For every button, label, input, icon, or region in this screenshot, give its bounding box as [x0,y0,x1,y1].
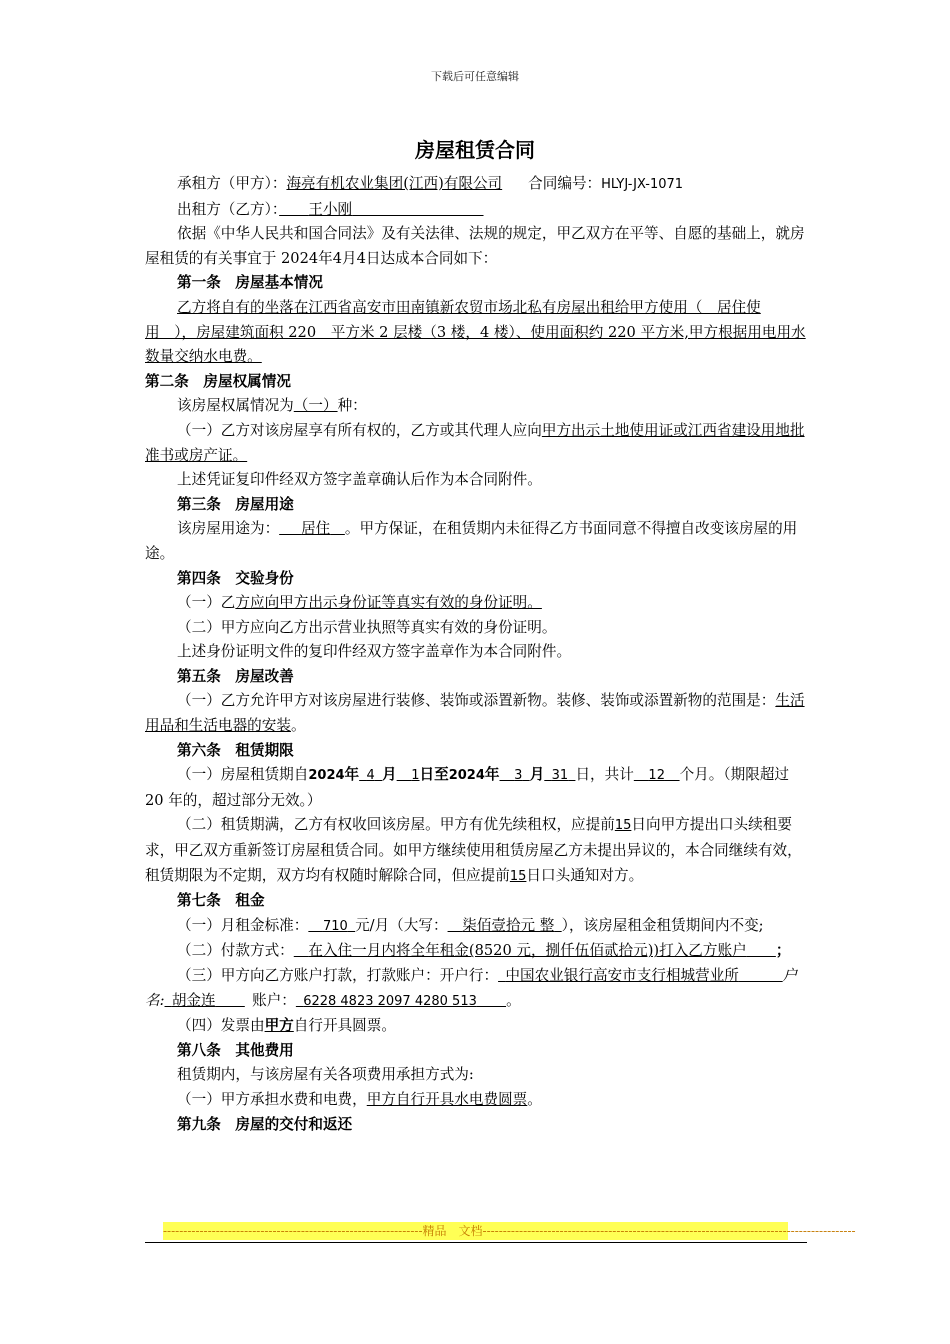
start-day: 1 [411,768,420,784]
article-7-account: （三）甲方向乙方账户打款，打款账户：开户行： 中国农业银行高安市支行相城营业所 户名: 胡金连 账户： 6228 4823 2097 4280 513 。 [145,967,798,1009]
contract-no: HLYJ-JX-1071 [601,177,684,192]
account-holder: 胡金连 [171,991,216,1009]
article-3-text: 该房屋用途为： 居住 。甲方保证，在租赁期内未征得乙方书面同意不得擅自改变该房屋的用途。 [145,520,798,562]
lessee-name: 海亮有机农业集团(江西)有限公司 [286,175,503,192]
article-7-payment: （二）付款方式： 在入住一月内将全年租金(8520 元，捌仟伍佰贰拾元))打入乙方账户 ； [177,942,791,960]
lessor-line [145,198,807,223]
article-5-text: （一）乙方允许甲方对该房屋进行装修、装饰或添置新物。装修、装饰或添置新物的范围是：生活用品和生活电器的安装。 [145,692,805,735]
footer-rule [145,1242,807,1243]
article-7-invoice: （四）发票由甲方自行开具圆票。 [177,1017,396,1035]
lessee-line [145,172,807,198]
article-6-renewal: （二）租赁期满，乙方有权收回该房屋。甲方有优先续租权，应提前15日向甲方提出口头续租要求，甲乙双方重新签订房屋租赁合同。如甲方继续使用租赁房屋乙方未提出异议的，本合同继续有效，租赁期限为不定期，双方均有权随时解除合同，但应提前15日口头通知对方。 [145,816,802,884]
end-year: 2024 [448,768,485,784]
article-8-item-1: （一）甲方承担水费和电费，甲方自行开具水电费圆票。 [177,1090,542,1108]
article-2-note: 上述凭证复印件经双方签字盖章确认后作为本合同附件。 [177,471,542,489]
agreement-date: 2024年4月4日 [281,249,381,267]
invoice-party: 甲方 [264,1017,294,1035]
article-6-heading: 第六条 租赁期限 [177,741,294,759]
article-5-heading: 第五条 房屋改善 [177,667,294,685]
start-month: 4 [366,768,375,784]
article-2-item-1: （一）乙方对该房屋享有所有权的，乙方或其代理人应向甲方出示土地使用证或江西省建设用地批准书或房产证。 [145,421,805,464]
article-2-line: 该房屋权属情况为（一）种： [177,397,367,415]
article-4-note: 上述身份证明文件的复印件经双方签字盖章作为本合同附件。 [177,643,572,661]
footer-watermark-band: ----------------------------------------------------------------精品 文档-------------------------------------------------------------------------------------------- [163,1224,856,1238]
article-6-term: （一）房屋租赁期自2024年 4 月 1日至2024年 3 月 31 日，共计 12 个月。（期限超过 20 年的，超过部分无效。） [145,766,790,809]
article-7-rent: （一）月租金标准： 710 元/月（大写： 柒佰壹拾元 整 ），该房屋租金租赁期间内不变; [177,916,764,934]
article-9-heading: 第九条 房屋的交付和返还 [177,1115,353,1133]
notice-days-2: 15 [509,868,527,884]
contract-no-label: 合同编号： [528,175,602,192]
total-months: 12 [648,768,665,784]
intro-paragraph: 依据《中华人民共和国合同法》及有关法律、法规的规定，甲乙双方在平等、自愿的基础上，就房屋租赁的有关事宜于 2024年4月4日达成本合同如下： [145,225,805,267]
start-year: 2024 [308,768,345,784]
end-month: 3 [514,768,523,784]
article-8-heading: 第八条 其他费用 [177,1041,294,1059]
document-title: 房屋租赁合同 [415,138,535,162]
bank-name: 中国农业银行高安市支行相城营业所 [505,967,739,984]
article-1-heading: 第一条 房屋基本情况 [177,274,323,292]
ownership-type: （一） [293,397,338,415]
footer-text: 精品 文档 [422,1224,483,1238]
article-8-text: 租赁期内，与该房屋有关各项费用承担方式为: [177,1066,474,1084]
lessee-label: 承租方（甲方）： [177,175,287,192]
notice-days-1: 15 [614,818,632,834]
lessor-label: 出租方（乙方）： [177,200,280,218]
house-use: 居住 [301,520,331,538]
contract-body [145,172,807,1137]
payment-method: 在入住一月内将全年租金(8520 元，捌仟伍佰贰拾元))打入乙方账户 [308,942,747,960]
page-header-note: 下载后可任意编辑 [431,70,519,83]
article-2-heading: 第二条 房屋权属情况 [145,372,291,390]
lessor-name: 王小刚 [308,200,353,218]
article-3-heading: 第三条 房屋用途 [177,495,294,513]
article-7-heading: 第七条 租金 [177,892,265,910]
article-4-heading: 第四条 交验身份 [177,569,294,587]
article-4-item-2: （二）甲方应向乙方出示营业执照等真实有效的身份证明。 [177,618,557,636]
improvement-scope: 生活用品和生活电器的安装 [145,692,805,735]
end-day: 31 [551,768,569,784]
article-1-text: 乙方将自有的坐落在江西省高安市田南镇新农贸市场北私有房屋出租给甲方使用（ 居住使用 ），房屋建筑面积 220 平方米 2 层楼（3 楼，4 楼）、使用面积约 220 平方米,甲方根据用电用水数量交纳水电费。 [145,298,806,366]
monthly-rent: 710 [322,918,348,934]
monthly-rent-cn: 柒佰壹拾元 整 [462,916,555,934]
account-number: 6228 4823 2097 4280 513 [303,993,477,1009]
article-4-item-1: （一）乙方应向甲方出示身份证等真实有效的身份证明。 [177,594,542,612]
lessor-name-field [279,201,483,218]
